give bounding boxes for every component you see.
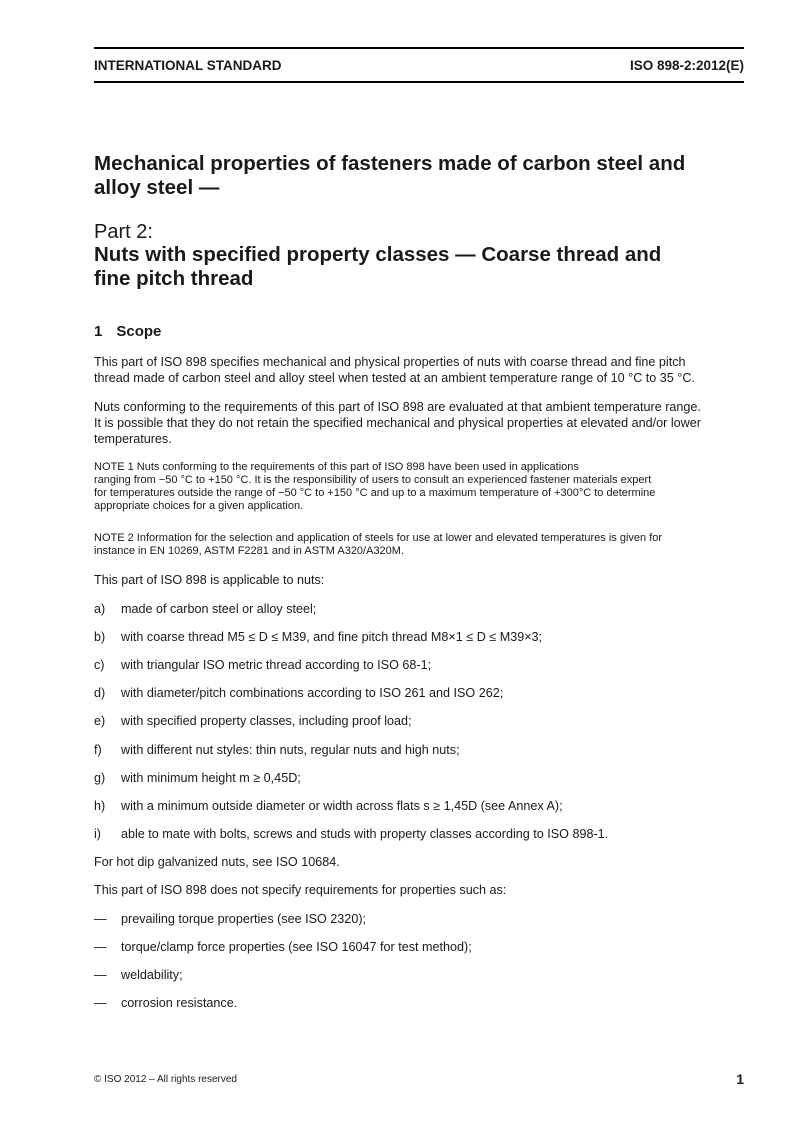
document-title-line-1: Mechanical properties of fasteners made of carbon steel and bbox=[94, 152, 686, 175]
galvanized-note: For hot dip galvanized nuts, see ISO 10684. bbox=[94, 855, 340, 869]
note-2-line-2: instance in EN 10269, ASTM F2281 and in ASTM A320/A320M. bbox=[94, 545, 405, 557]
list-marker: i) bbox=[94, 827, 101, 841]
list-item-text: weldability; bbox=[121, 968, 183, 982]
list-item-text: with triangular ISO metric thread according to ISO 68-1; bbox=[121, 658, 432, 672]
list-item-text: able to mate with bolts, screws and studs with property classes according to ISO 898-1. bbox=[121, 827, 609, 841]
header-document-id: ISO 898-2:2012(E) bbox=[629, 58, 744, 73]
scope-paragraph-1-line-2: thread made of carbon steel and alloy steel when tested at an ambient temperature range of 10 °C to 35 °C. bbox=[94, 371, 695, 385]
list-item-text: with minimum height m ≥ 0,45D; bbox=[121, 771, 301, 785]
footer-copyright: © ISO 2012 – All rights reserved bbox=[94, 1074, 237, 1085]
note-1-line-4: appropriate choices for a given application. bbox=[94, 500, 304, 512]
document-title-line-2: alloy steel — bbox=[94, 176, 220, 199]
list-marker: g) bbox=[94, 771, 106, 785]
header-top-rule bbox=[94, 47, 744, 49]
list-marker: h) bbox=[94, 799, 106, 813]
list-marker: — bbox=[94, 940, 107, 954]
list-marker: d) bbox=[94, 686, 106, 700]
list-marker: — bbox=[94, 968, 107, 982]
header-bottom-rule bbox=[94, 81, 744, 83]
section-heading bbox=[94, 323, 161, 340]
note-1-line-3: for temperatures outside the range of −50 °C to +150 °C and up to a maximum temperature of +300°C to determine bbox=[94, 487, 656, 499]
scope-paragraph-2-line-3: temperatures. bbox=[94, 432, 172, 446]
list-marker: — bbox=[94, 912, 107, 926]
list-item-text: torque/clamp force properties (see ISO 16047 for test method); bbox=[121, 940, 472, 954]
list-marker: f) bbox=[94, 743, 102, 757]
scope-paragraph-2-line-2: It is possible that they do not retain the specified mechanical and physical properties at elevated and/or lower bbox=[94, 416, 701, 430]
section-number: 1 bbox=[94, 323, 103, 340]
part-title-line-2: fine pitch thread bbox=[94, 267, 254, 290]
section-title: Scope bbox=[116, 323, 162, 340]
scope-paragraph-1-line-1: This part of ISO 898 specifies mechanical and physical properties of nuts with coarse thread and fine pitch bbox=[94, 355, 686, 369]
note-1-line-1: NOTE 1 Nuts conforming to the requirements of this part of ISO 898 have been used in applications bbox=[94, 461, 579, 473]
list-marker: — bbox=[94, 996, 107, 1010]
list-marker: e) bbox=[94, 714, 106, 728]
list-item-text: corrosion resistance. bbox=[121, 996, 238, 1010]
applicable-intro: This part of ISO 898 is applicable to nuts: bbox=[94, 573, 325, 587]
list-item-text: with a minimum outside diameter or width across flats s ≥ 1,45D (see Annex A); bbox=[121, 799, 563, 813]
not-specify-intro: This part of ISO 898 does not specify requirements for properties such as: bbox=[94, 883, 507, 897]
part-label: Part 2: bbox=[94, 221, 153, 243]
list-marker: c) bbox=[94, 658, 105, 672]
list-item-text: made of carbon steel or alloy steel; bbox=[121, 602, 317, 616]
page-number: 1 bbox=[736, 1071, 744, 1087]
list-item-text: prevailing torque properties (see ISO 2320); bbox=[121, 912, 367, 926]
note-2-line-1: NOTE 2 Information for the selection and application of steels for use at lower and elevated temperatures is given for bbox=[94, 532, 663, 544]
list-item-text: with specified property classes, including proof load; bbox=[121, 714, 412, 728]
list-marker: b) bbox=[94, 630, 106, 644]
list-item-text: with coarse thread M5 ≤ D ≤ M39, and fine pitch thread M8×1 ≤ D ≤ M39×3; bbox=[121, 630, 543, 644]
list-item-text: with different nut styles: thin nuts, regular nuts and high nuts; bbox=[121, 743, 460, 757]
list-item-text: with diameter/pitch combinations according to ISO 261 and ISO 262; bbox=[121, 686, 504, 700]
part-title-line-1: Nuts with specified property classes — Coarse thread and bbox=[94, 243, 662, 266]
scope-paragraph-2-line-1: Nuts conforming to the requirements of this part of ISO 898 are evaluated at that ambient temperature range. bbox=[94, 400, 701, 414]
note-1-line-2: ranging from −50 °C to +150 °C. It is the responsibility of users to consult an experienced fastener materials expert bbox=[94, 474, 652, 486]
list-marker: a) bbox=[94, 602, 106, 616]
header-standard-type: INTERNATIONAL STANDARD bbox=[94, 58, 282, 73]
